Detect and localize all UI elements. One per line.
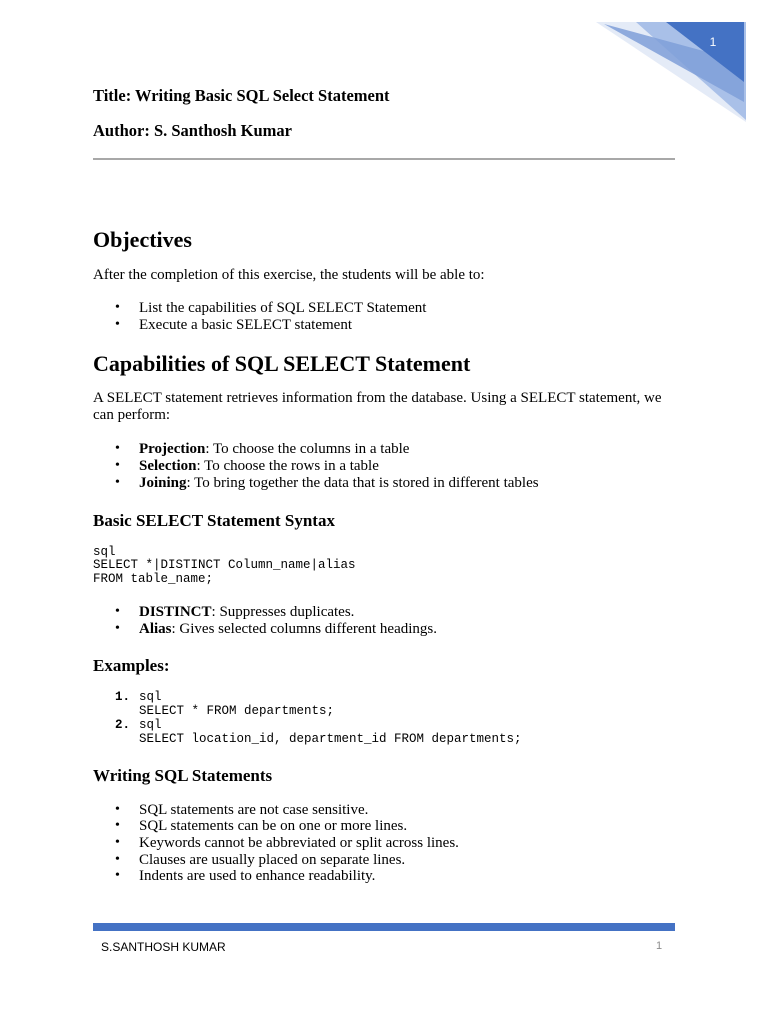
list-item <box>93 441 675 458</box>
list-item: • SQL statements are not case sensitive. <box>93 802 675 819</box>
objectives-heading: Objectives <box>93 227 192 252</box>
document-body <box>93 84 675 885</box>
list-item <box>93 604 675 621</box>
code-language: sql <box>93 544 116 559</box>
description: : Suppresses duplicates. <box>211 603 355 620</box>
objectives-list <box>93 300 675 333</box>
term: Projection <box>139 441 206 458</box>
list-item <box>93 621 675 638</box>
code-line: SELECT location_id, department_id FROM departments; <box>139 731 522 746</box>
list-item <box>93 719 675 747</box>
list-item <box>93 691 675 719</box>
description: : To choose the columns in a table <box>205 441 410 458</box>
list-item: • Clauses are usually placed on separate lines. <box>93 852 675 869</box>
syntax-notes-list <box>93 604 675 637</box>
code-language: sql <box>139 717 162 732</box>
writing-heading: Writing SQL Statements <box>93 765 273 785</box>
objectives-intro: After the completion of this exercise, the students will be able to: <box>93 267 485 283</box>
code-line: SELECT *|DISTINCT Column_name|alias <box>93 558 356 573</box>
item-number: 2. <box>115 717 131 732</box>
list-item: • Keywords cannot be abbreviated or split across lines. <box>93 835 675 852</box>
code-language: sql <box>139 690 162 705</box>
description: : To bring together the data that is stored in different tables <box>186 474 539 491</box>
code-line: FROM table_name; <box>93 572 214 587</box>
page-number-badge: 1 <box>709 35 717 49</box>
syntax-code-block <box>93 546 675 587</box>
list-item: • Execute a basic SELECT statement <box>93 317 675 334</box>
document-title: Title: Writing Basic SQL Select Statement <box>93 86 390 105</box>
list-item <box>93 458 675 475</box>
capabilities-intro: A SELECT statement retrieves information from the database. Using a SELECT statement, we can perform: <box>93 390 662 424</box>
footer-page-number: 1 <box>656 940 663 952</box>
document-author: Author: S. Santhosh Kumar <box>93 121 292 140</box>
list-item: • SQL statements can be on one or more lines. <box>93 818 675 835</box>
footer-bar <box>93 923 675 931</box>
writing-list <box>93 802 675 886</box>
capabilities-list <box>93 441 675 491</box>
examples-list <box>93 691 675 746</box>
term: DISTINCT <box>139 603 212 620</box>
code-line: SELECT * FROM departments; <box>139 704 335 719</box>
description: : Gives selected columns different headings. <box>171 620 437 637</box>
syntax-heading: Basic SELECT Statement Syntax <box>93 510 335 530</box>
capabilities-heading: Capabilities of SQL SELECT Statement <box>93 351 471 377</box>
list-item <box>93 475 675 492</box>
footer-author: S.SANTHOSH KUMAR <box>101 940 226 954</box>
examples-heading: Examples: <box>93 656 170 676</box>
list-item: • Indents are used to enhance readability. <box>93 868 675 885</box>
term: Selection <box>139 458 197 475</box>
item-number: 1. <box>115 690 131 705</box>
description: : To choose the rows in a table <box>196 458 379 475</box>
term: Alias <box>139 620 172 637</box>
term: Joining <box>139 474 187 491</box>
list-item: • List the capabilities of SQL SELECT Statement <box>93 300 675 317</box>
